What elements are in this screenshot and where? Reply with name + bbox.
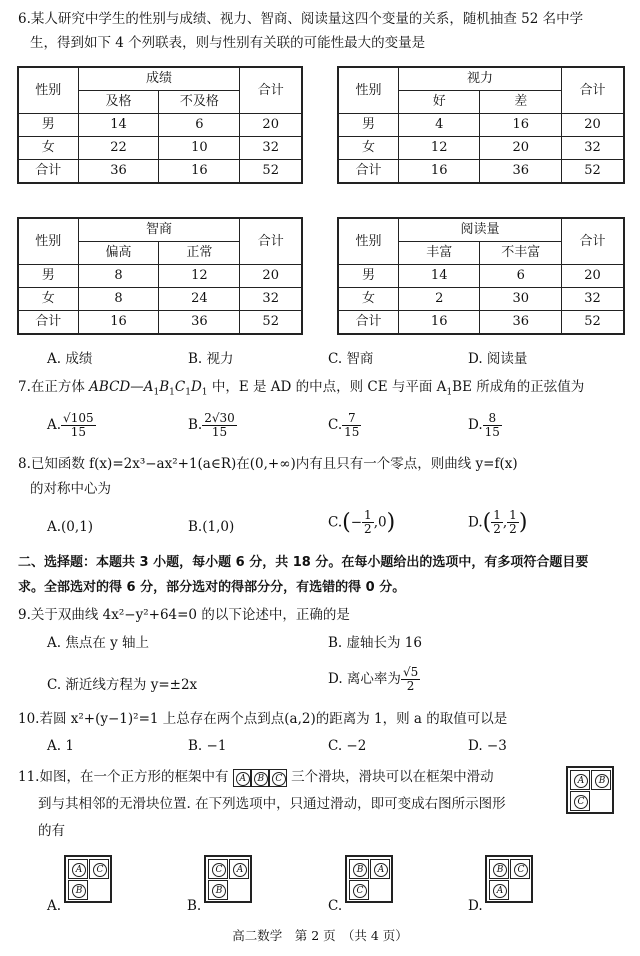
q11-stem-line2: 到与其相邻的无滑块位置. 在下列选项中，只通过滑动，即可变成右图所示图形 [38, 796, 506, 812]
q9-stem: 9.关于双曲线 4x²−y²+64=0 的以下论述中，正确的是 [18, 607, 350, 623]
col-header-gender: 性别 [18, 218, 78, 265]
q9-option-a[interactable]: A. 焦点在 y 轴上 [47, 635, 150, 651]
col-header-gender: 性别 [338, 218, 398, 265]
section2-heading-line1: 二、选择题：本题共 3 小题，每小题 6 分，共 18 分。在每小题给出的选项中，有多项符合题目要 [18, 555, 589, 570]
q10-option-d[interactable]: D. −3 [468, 738, 507, 754]
q8-stem-line1: 8.已知函数 f(x)=2x³−ax²+1(a∈R)在(0,+∞)内有且只有一个零点，则曲线 y=f(x) [18, 456, 518, 472]
q10-option-a[interactable]: A. 1 [47, 738, 74, 754]
q8-stem-line2: 的对称中心为 [30, 481, 111, 497]
sub-header: 正常 [159, 242, 240, 265]
q11-stem-line3: 的有 [38, 823, 65, 839]
group-header: 视力 [398, 67, 561, 91]
sub-header: 不及格 [159, 91, 240, 114]
q6-option-a[interactable]: A. 成绩 [47, 351, 93, 367]
q8-option-b[interactable]: B.(1,0) [188, 519, 235, 535]
q11-option-b-label[interactable]: B. [187, 898, 202, 914]
sub-header: 差 [480, 91, 562, 114]
slider-block-b: B [251, 769, 269, 787]
table-row: 合计 36 16 52 [18, 160, 302, 184]
table-row: 女 8 24 32 [18, 288, 302, 311]
q8-option-c[interactable]: C.(− $\frac{1}{2}$ ,0) [328, 508, 396, 537]
section2-heading-line2: 求。全部选对的得 6 分，部分选对的得部分分，有选错的得 0 分。 [18, 580, 406, 595]
col-header-gender: 性别 [338, 67, 398, 114]
q7-option-c[interactable]: C. $\frac{7}{15}$ [328, 411, 360, 440]
target-figure: A B C [566, 766, 614, 814]
group-header: 阅读量 [398, 218, 561, 242]
q6-option-d[interactable]: D. 阅读量 [468, 351, 528, 367]
table-row: 男 4 16 20 [338, 114, 624, 137]
col-header-total: 合计 [562, 67, 625, 114]
table-row: 女 12 20 32 [338, 137, 624, 160]
sub-header: 不丰富 [480, 242, 562, 265]
q11-option-c-label[interactable]: C. [328, 898, 343, 914]
page-footer: 高二数学 第 2 页 （共 4 页） [232, 928, 408, 943]
q6-stem-line1: 6.某人研究中学生的性别与成绩、视力、智商、阅读量这四个变量的关系，随机抽查 52 名中学 [18, 11, 584, 27]
q10-option-b[interactable]: B. −1 [188, 738, 227, 754]
q7-stem: 7.在正方体 $ABCD—A_1B_1C_1D_1$ 中，E 是 AD 的中点，则 CE 与平面 $A_1BE$ 所成角的正弦值为 [18, 379, 585, 398]
col-header-total: 合计 [562, 218, 625, 265]
table-row: 合计 16 36 52 [18, 311, 302, 335]
q11-option-a-label[interactable]: A. [47, 898, 62, 914]
q11-option-a-figure[interactable]: A C B [64, 855, 112, 903]
q7-option-b[interactable]: B. $\frac{2√30}{15}$ [188, 411, 235, 440]
q9-option-b[interactable]: B. 虚轴长为 16 [328, 635, 422, 651]
slider-block-c: C [269, 769, 287, 787]
sub-header: 好 [398, 91, 480, 114]
sub-header: 及格 [78, 91, 159, 114]
slider-block-a: A [233, 769, 251, 787]
q8-option-d[interactable]: D.( $\frac{1}{2}$ , $\frac{1}{2}$ ) [468, 508, 528, 537]
table-row: 女 22 10 32 [18, 137, 302, 160]
q11-option-c-figure[interactable]: B A C [345, 855, 393, 903]
q9-option-c[interactable]: C. 渐近线方程为 y=±2x [47, 677, 198, 693]
sub-header: 偏高 [78, 242, 159, 265]
table-vision [337, 66, 625, 184]
q6-option-b[interactable]: B. 视力 [188, 351, 234, 367]
table-row: 男 14 6 20 [18, 114, 302, 137]
group-header: 成绩 [78, 67, 240, 91]
q7-option-d[interactable]: D. $\frac{8}{15}$ [468, 411, 500, 440]
table-row: 合计 16 36 52 [338, 160, 624, 184]
q6-option-c[interactable]: C. 智商 [328, 351, 374, 367]
q10-option-c[interactable]: C. −2 [328, 738, 367, 754]
q8-option-a[interactable]: A.(0,1) [47, 519, 94, 535]
q11-stem-line1: 11.如图，在一个正方形的框架中有 A B C 三个滑块，滑块可以在框架中滑动 [18, 769, 494, 785]
table-score [17, 66, 303, 184]
table-reading [337, 217, 625, 335]
q7-option-a[interactable]: A. $\frac{√105}{15}$ [47, 411, 94, 440]
group-header: 智商 [78, 218, 240, 242]
sub-header: 丰富 [398, 242, 480, 265]
q6-stem-line2: 生，得到如下 4 个列联表，则与性别有关联的可能性最大的变量是 [30, 35, 426, 51]
q9-option-d[interactable]: D. 离心率为 $\frac{√5}{2}$ [328, 665, 419, 694]
table-row: 男 8 12 20 [18, 265, 302, 288]
q10-stem: 10.若圆 x²+(y−1)²=1 上总存在两个点到点(a,2)的距离为 1，则 a 的取值可以是 [18, 711, 508, 727]
q11-option-d-label[interactable]: D. [468, 898, 483, 914]
table-row: 男 14 6 20 [338, 265, 624, 288]
col-header-total: 合计 [240, 218, 302, 265]
q11-option-b-figure[interactable]: C A B [204, 855, 252, 903]
col-header-gender: 性别 [18, 67, 78, 114]
table-iq [17, 217, 303, 335]
q11-option-d-figure[interactable]: B C A [485, 855, 533, 903]
table-row: 合计 16 36 52 [338, 311, 624, 335]
table-row: 女 2 30 32 [338, 288, 624, 311]
col-header-total: 合计 [240, 67, 302, 114]
